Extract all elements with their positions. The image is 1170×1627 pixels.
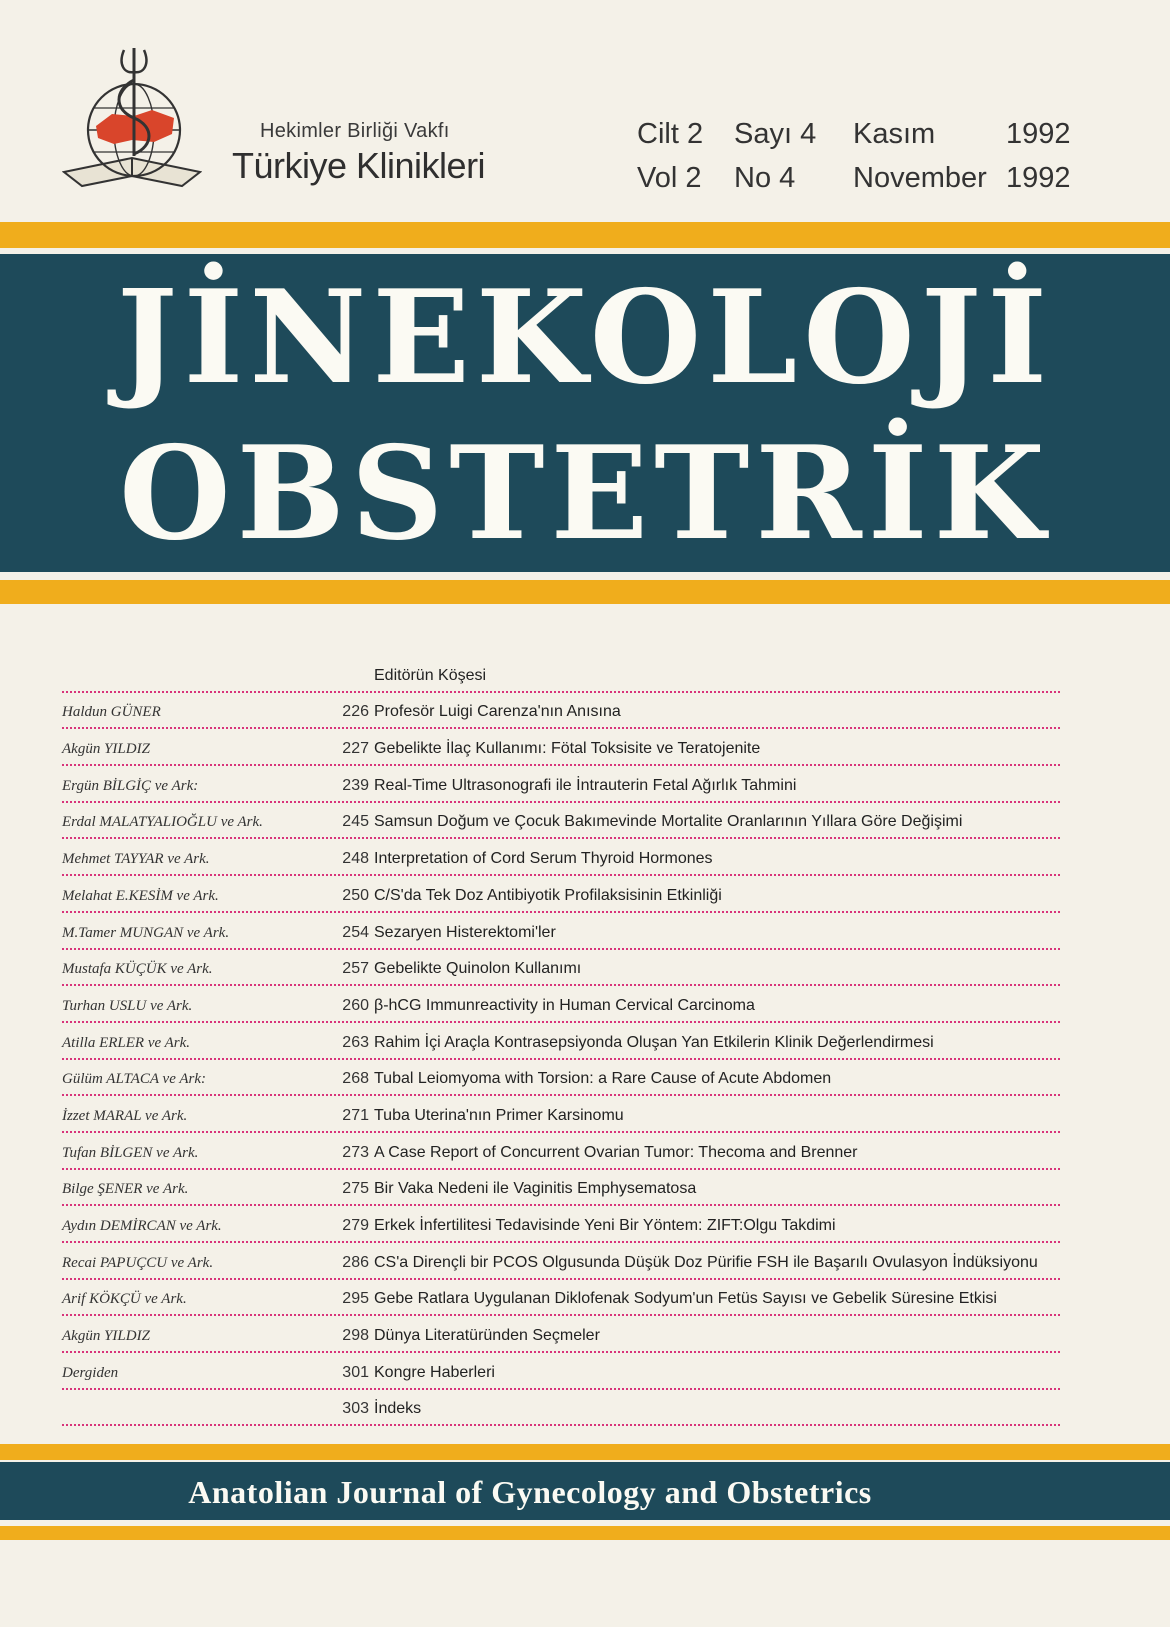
toc-page-number: 254 [342, 923, 369, 941]
toc-author: Gülüm ALTACA ve Ark: [62, 1071, 207, 1088]
toc-row [62, 803, 1060, 840]
year-en: 1992 [1006, 162, 1071, 194]
issue-en: No 4 [734, 162, 796, 194]
toc-article-title: Kongre Haberleri [374, 1363, 495, 1381]
toc-article-title: Sezaryen Histerektomi'ler [374, 923, 556, 941]
month-column [853, 112, 987, 200]
toc-article-title: Tubal Leiomyoma with Torsion: a Rare Cause of Acute Abdomen [374, 1070, 832, 1088]
toc-author: Mehmet TAYYAR ve Ark. [62, 851, 210, 868]
top-orange-stripe [0, 222, 1170, 248]
toc-row [62, 1280, 1060, 1317]
toc-author: Tufan BİLGEN ve Ark. [62, 1144, 199, 1161]
toc-article-title: C/S'da Tek Doz Antibiyotik Profilaksisinin Etkinliği [374, 886, 722, 904]
toc-row [62, 1243, 1060, 1280]
toc-row [62, 729, 1060, 766]
toc-article-title: Interpretation of Cord Serum Thyroid Hormones [374, 850, 713, 868]
toc-row [62, 950, 1060, 987]
toc-row [62, 1096, 1060, 1133]
volume-tr: Cilt 2 [637, 118, 704, 150]
toc-article-title: İndeks [374, 1400, 422, 1418]
toc-article-title: Dünya Literatüründen Seçmeler [374, 1327, 600, 1345]
toc-page-number: 279 [342, 1217, 369, 1234]
month-en: November [853, 162, 987, 194]
toc-page-number: 239 [342, 776, 369, 794]
toc-page-number: 298 [342, 1327, 369, 1345]
toc-row [62, 913, 1060, 950]
volume-en: Vol 2 [637, 162, 702, 194]
toc-author: Akgün YILDIZ [62, 1328, 150, 1345]
toc-row [62, 1060, 1060, 1097]
toc-row [62, 1206, 1060, 1243]
toc-page-number: 226 [342, 703, 369, 721]
toc-page-number: 295 [342, 1290, 369, 1308]
publisher-clinics: Türkiye Klinikleri [232, 145, 486, 186]
foundation-logo-icon [62, 40, 202, 200]
toc-page-number: 248 [342, 850, 369, 868]
toc-page-number: 227 [342, 740, 369, 758]
toc-row [62, 986, 1060, 1023]
bottom-lower-stripe [0, 1526, 1170, 1540]
toc-article-title: Bir Vaka Nedeni ile Vaginitis Emphysematosa [374, 1180, 697, 1198]
volume-column [637, 112, 703, 200]
toc-page-number: 275 [342, 1180, 369, 1198]
toc-author: Mustafa KÜÇÜK ve Ark. [62, 961, 213, 978]
toc-row [62, 656, 1060, 693]
toc-author: M.Tamer MUNGAN ve Ark. [62, 924, 230, 941]
toc-author: Erdal MALATYALIOĞLU ve Ark. [62, 814, 263, 831]
toc-article-title: Gebelikte İlaç Kullanımı: Fötal Toksisite ve Teratojenite [374, 740, 761, 758]
table-of-contents [62, 656, 1060, 1426]
toc-page-number: 245 [342, 813, 369, 831]
toc-author: Haldun GÜNER [62, 704, 161, 721]
toc-article-title: Profesör Luigi Carenza'nın Anısına [374, 703, 621, 721]
toc-page-number: 268 [342, 1070, 369, 1088]
toc-page-number: 303 [342, 1400, 369, 1418]
toc-article-title: Real-Time Ultrasonografi ile İntrauterin Fetal Ağırlık Tahmini [374, 776, 797, 794]
toc-page-number: 250 [342, 886, 369, 904]
toc-page-number: 257 [342, 960, 369, 978]
toc-author: Recai PAPUÇCU ve Ark. [62, 1254, 214, 1271]
toc-row [62, 876, 1060, 913]
toc-author: Aydın DEMİRCAN ve Ark. [62, 1218, 222, 1234]
toc-author: Turhan USLU ve Ark. [62, 997, 193, 1014]
title-bottom-stripe [0, 580, 1170, 604]
toc-row [62, 766, 1060, 803]
publisher-foundation: Hekimler Birliği Vakfı [260, 120, 450, 142]
toc-page-number: 286 [342, 1253, 369, 1271]
toc-page-number: 260 [342, 996, 369, 1014]
toc-row [62, 1316, 1060, 1353]
toc-article-title: β-hCG Immunreactivity in Human Cervical Carcinoma [374, 996, 755, 1014]
journal-title-line-2: OBSTETRİK [119, 419, 1051, 569]
toc-row [62, 1353, 1060, 1390]
year-column [1006, 112, 1071, 200]
toc-row [62, 1023, 1060, 1060]
toc-row [62, 693, 1060, 730]
issue-tr: Sayı 4 [734, 118, 817, 150]
toc-author: Ergün BİLGİÇ ve Ark: [62, 777, 199, 794]
toc-article-title: Gebe Ratlara Uygulanan Diklofenak Sodyum'un Fetüs Sayısı ve Gebelik Süresine Etkisi [374, 1290, 997, 1308]
toc-row [62, 839, 1060, 876]
toc-article-title: A Case Report of Concurrent Ovarian Tumor: Thecoma and Brenner [374, 1143, 858, 1161]
toc-author: Arif KÖKÇÜ ve Ark. [62, 1291, 187, 1308]
toc-article-title: Rahim İçi Araçla Kontrasepsiyonda Oluşan Yan Etkilerin Klinik Değerlendirmesi [374, 1033, 934, 1051]
journal-title-line-1: JİNEKOLOJİ [116, 263, 1054, 413]
toc-article-title: Gebelikte Quinolon Kullanımı [374, 960, 582, 978]
toc-article-title: Tuba Uterina'nın Primer Karsinomu [374, 1106, 624, 1124]
month-tr: Kasım [853, 118, 936, 150]
toc-page-number: 273 [342, 1143, 369, 1161]
toc-article-title: Samsun Doğum ve Çocuk Bakımevinde Mortalite Oranlarının Yıllara Göre Değişimi [374, 813, 963, 831]
toc-row [62, 1170, 1060, 1207]
toc-article-title: Editörün Köşesi [374, 666, 487, 684]
toc-author: Atilla ERLER ve Ark. [62, 1034, 191, 1051]
bottom-upper-stripe [0, 1444, 1170, 1460]
toc-author: Akgün YILDIZ [62, 741, 150, 758]
toc-article-title: CS'a Dirençli bir PCOS Olgusunda Düşük Doz Pürifie FSH ile Başarılı Ovulasyon İndüksiyonu [374, 1253, 1038, 1271]
toc-page-number: 263 [342, 1033, 369, 1051]
toc-author: Melahat E.KESİM ve Ark. [62, 887, 219, 904]
publisher-name [232, 120, 485, 187]
year-tr: 1992 [1006, 118, 1071, 150]
toc-article-title: Erkek İnfertilitesi Tedavisinde Yeni Bir Yöntem: ZIFT:Olgu Takdimi [374, 1217, 836, 1234]
issue-column [734, 112, 816, 200]
toc-author: Dergiden [62, 1364, 119, 1381]
journal-subtitle: Anatolian Journal of Gynecology and Obstetrics [188, 1474, 872, 1510]
toc-row [62, 1390, 1060, 1427]
toc-author: Bilge ŞENER ve Ark. [62, 1181, 189, 1198]
toc-author: İzzet MARAL ve Ark. [62, 1107, 188, 1124]
toc-page-number: 301 [342, 1363, 369, 1381]
toc-row [62, 1133, 1060, 1170]
toc-page-number: 271 [342, 1106, 369, 1124]
